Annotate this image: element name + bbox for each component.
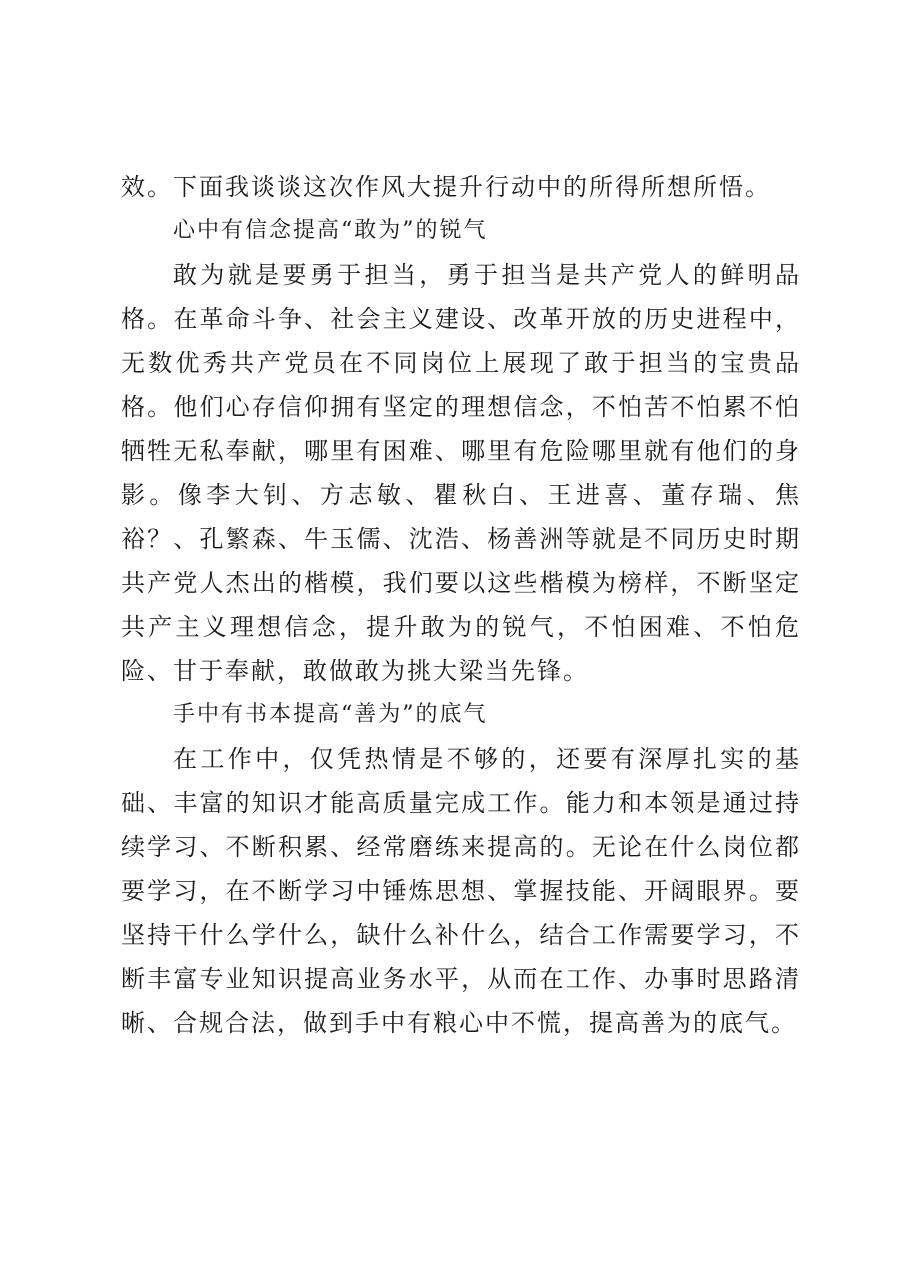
paragraph-courage: 敢为就是要勇于担当，勇于担当是共产党人的鲜明品格。在革命斗争、社会主义建设、改革开放的历史进程中，无数优秀共产党员在不同岗位上展现了敢于担当的宝贵品格。他们心存信仰拥有坚定的理想信念，不怕苦不怕累不怕牺牲无私奉献，哪里有困难、哪里有危险哪里就有他们的身影。像李大钊、方志敏、瞿秋白、王进喜、董存瑞、焦裕？、孔繁森、牛玉儒、沈浩、杨善洲等就是不同历史时期共产党人杰出的楷模，我们要以这些楷模为榜样，不断坚定共产主义理想信念，提升敢为的锐气，不怕困难、不怕危险、甘于奉献，敢做敢为挑大梁当先锋。 [121,261,801,685]
paragraph-competence: 在工作中，仅凭热情是不够的，还要有深厚扎实的基础、丰富的知识才能高质量完成工作。能力和本领是通过持续学习、不断积累、经常磨练来提高的。无论在什么岗位都要学习，在不断学习中锤炼思想、掌握技能、开阔眼界。要坚持干什么学什么，缺什么补什么，结合工作需要学习，不断丰富专业知识提高业务水平，从而在工作、办事时思路清晰、合规合法，做到手中有粮心中不慌，提高善为的底气。 [121,745,801,1037]
section-heading-courage: 心中有信念提高“敢为”的锐气 [173,218,488,243]
section-heading-competence: 手中有书本提高“善为”的底气 [173,702,488,727]
document-body [121,165,801,1045]
paragraph-continuation: 效。下面我谈谈这次作风大提升行动中的所得所想所悟。 [121,173,771,201]
